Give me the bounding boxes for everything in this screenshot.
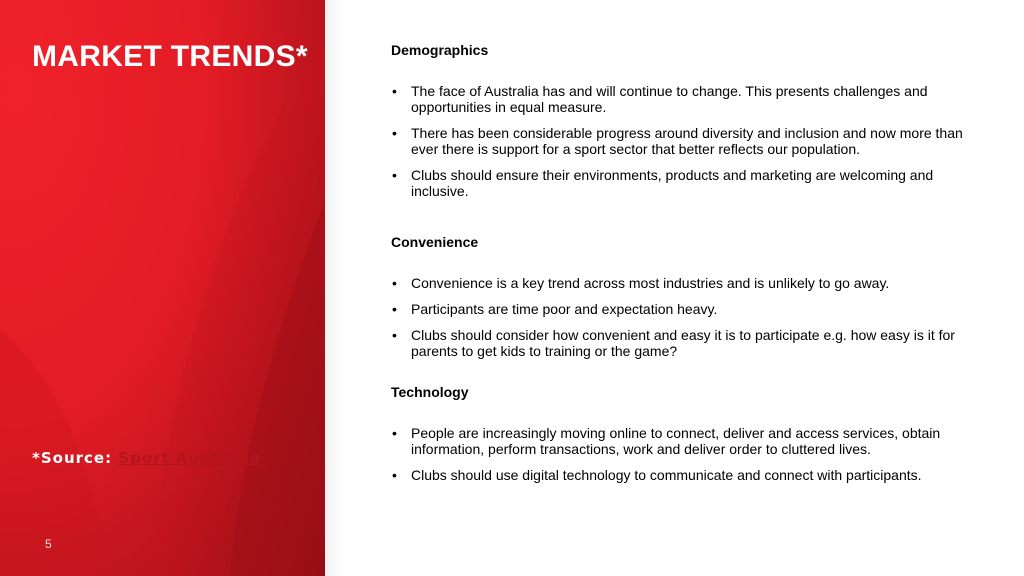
list-item: • There has been considerable progress around diversity and inclusion and now more than ever there is support for a sport sector that better reflects our population. xyxy=(391,125,991,157)
source-prefix: *Source: xyxy=(32,449,113,467)
slide-title: MARKET TRENDS* xyxy=(32,40,308,73)
section-heading-demographics: Demographics xyxy=(391,42,489,58)
left-panel xyxy=(0,0,325,576)
demographics-bullet-list xyxy=(391,83,991,209)
panel-edge-shadow xyxy=(325,0,345,576)
section-heading-technology: Technology xyxy=(391,384,469,400)
list-item: • Clubs should use digital technology to communicate and connect with participants. xyxy=(391,467,991,483)
technology-bullet-list xyxy=(391,425,991,493)
panel-background xyxy=(0,0,325,576)
section-heading-convenience: Convenience xyxy=(391,234,479,250)
list-item: • People are increasingly moving online to connect, deliver and access services, obtain information, perform transactions, work and deliver order to cluttered lives. xyxy=(391,425,991,457)
list-item: • Participants are time poor and expectation heavy. xyxy=(391,301,991,317)
source-link[interactable]: Sport Australia xyxy=(118,449,262,467)
list-item: • The face of Australia has and will continue to change. This presents challenges and opportunities in equal measure. xyxy=(391,83,991,115)
list-item: • Clubs should consider how convenient and easy it is to participate e.g. how easy is it for parents to get kids to training or the game? xyxy=(391,327,991,359)
source-citation xyxy=(32,449,261,467)
list-item: • Convenience is a key trend across most industries and is unlikely to go away. xyxy=(391,275,991,291)
list-item: • Clubs should ensure their environments, products and marketing are welcoming and inclusive. xyxy=(391,167,991,199)
convenience-bullet-list xyxy=(391,275,991,369)
page-number: 5 xyxy=(45,537,52,551)
